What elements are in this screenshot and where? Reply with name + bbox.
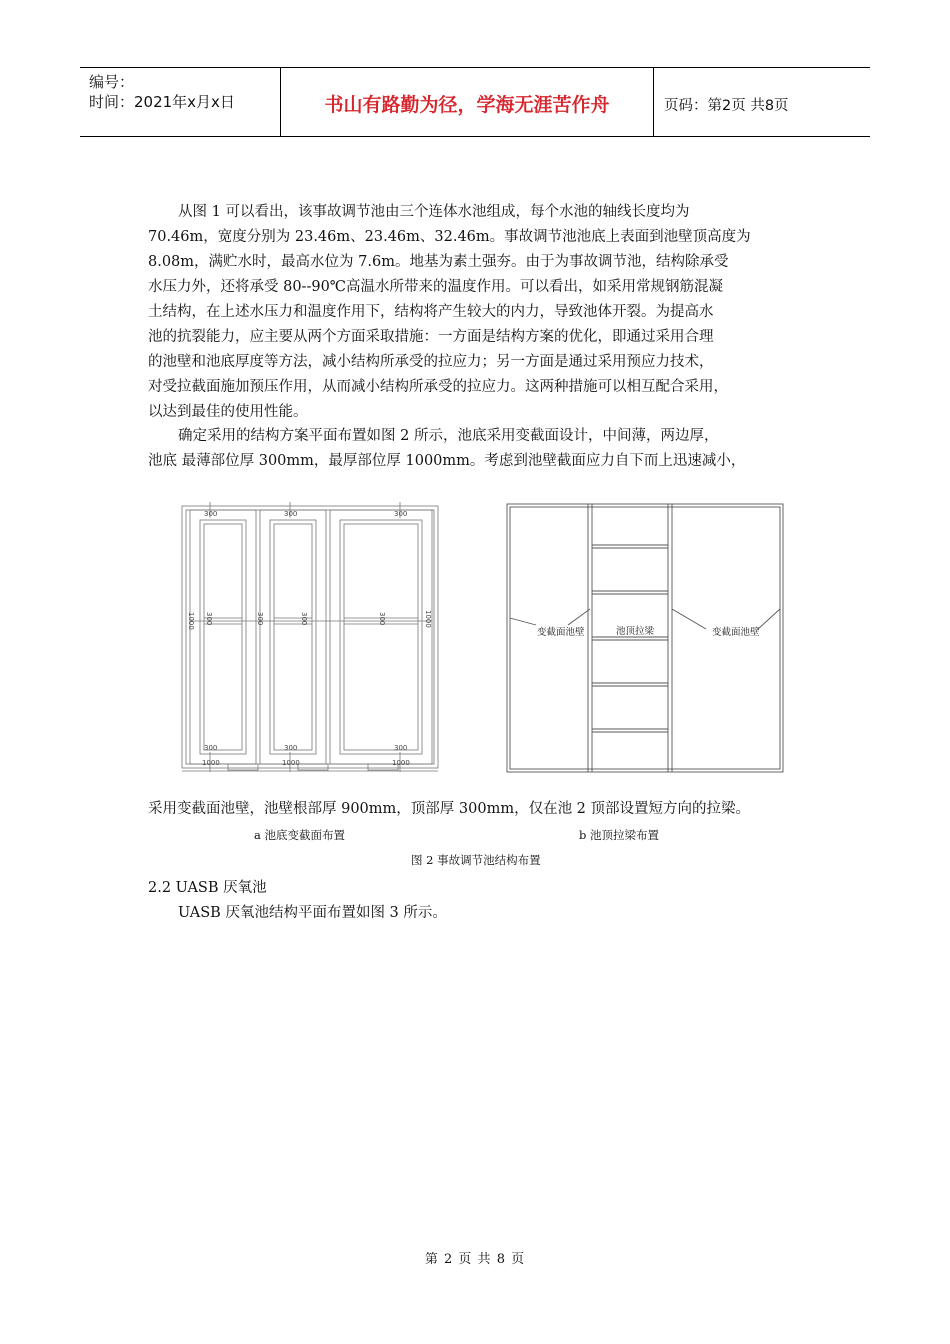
figure-b-drawing xyxy=(506,503,784,773)
paragraph-3 xyxy=(148,797,816,822)
caption-a: a 池底变截面布置 xyxy=(254,828,346,842)
document-header xyxy=(80,67,870,137)
dim-bottom-inner-1: 300 xyxy=(204,744,218,752)
dim-bottom-inner-2: 300 xyxy=(284,744,298,752)
page-footer: 第 2 页 共 8 页 xyxy=(424,1252,526,1267)
p2-line: 池底 最薄部位厚 300mm，最厚部位厚 1000mm。考虑到池壁截面应力自下而上迅速减小， xyxy=(148,453,746,469)
p1-line: 池的抗裂能力，应主要从两个方面采取措施：一方面是结构方案的优化，即通过采用合理 xyxy=(148,329,714,345)
label-tie-beam: 池顶拉梁 xyxy=(616,626,655,637)
dim-mid-4: 300 xyxy=(300,612,308,626)
p1-line: 对受拉截面施加预压作用，从而减小结构所承受的拉应力。这两种措施可以相互配合采用， xyxy=(148,379,728,395)
header-motto-cell xyxy=(281,68,654,136)
p2-line: 确定采用的结构方案平面布置如图 2 所示，池底采用变截面设计，中间薄，两边厚， xyxy=(178,428,719,444)
header-meta-cell xyxy=(80,68,281,136)
dim-mid-3: 300 xyxy=(256,612,264,626)
p1-line: 70.46m，宽度分别为 23.46m、23.46m、32.46m。事故调节池池底上表面到池壁顶高度为 xyxy=(148,229,751,245)
p1-line: 的池壁和池底厚度等方法，减小结构所承受的拉应力；另一方面是通过采用预应力技术， xyxy=(148,354,714,370)
number-label: 编号： xyxy=(89,73,135,91)
paragraph-2 xyxy=(148,424,816,474)
p1-line: 从图 1 可以看出，该事故调节池由三个连体水池组成，每个水池的轴线长度均为 xyxy=(178,204,690,220)
dim-bottom-inner-3: 300 xyxy=(394,744,408,752)
label-variable-wall-left: 变截面池壁 xyxy=(537,627,585,638)
p1-line: 水压力外，还将承受 80--90℃高温水所带来的温度作用。可以看出，如采用常规钢筋混凝 xyxy=(148,279,724,295)
caption-b: b 池顶拉梁布置 xyxy=(579,828,660,842)
section-body: UASB 厌氧池结构平面布置如图 3 所示。 xyxy=(178,905,447,921)
dim-top-3: 300 xyxy=(394,510,408,518)
section-heading: 2.2 UASB 厌氧池 xyxy=(148,880,267,896)
figure-a-drawing xyxy=(180,500,440,775)
label-variable-wall-right: 变截面池壁 xyxy=(712,627,760,638)
page-info: 页码：第2页 共8页 xyxy=(664,98,789,114)
dim-mid-1: 1000 xyxy=(187,612,195,630)
p3-line: 采用变截面池壁，池壁根部厚 900mm，顶部厚 300mm，仅在池 2 顶部设置短方向的拉梁。 xyxy=(148,801,751,817)
dim-bottom-outer-1: 1000 xyxy=(202,759,220,767)
dim-bottom-outer-2: 1000 xyxy=(282,759,300,767)
paragraph-1 xyxy=(148,200,816,425)
dim-mid-5: 300 xyxy=(378,612,386,626)
dim-top-2: 300 xyxy=(284,510,298,518)
dim-top-1: 300 xyxy=(204,510,218,518)
dim-bottom-outer-3: 1000 xyxy=(392,759,410,767)
time-label: 时间：2021年x月x日 xyxy=(89,93,235,111)
dim-mid-6: 1000 xyxy=(424,610,432,628)
motto-text: 书山有路勤为径，学海无涯苦作舟 xyxy=(324,94,610,116)
dim-mid-2: 300 xyxy=(205,612,213,626)
p1-line: 土结构，在上述水压力和温度作用下，结构将产生较大的内力，导致池体开裂。为提高水 xyxy=(148,304,714,320)
figure-caption: 图 2 事故调节池结构布置 xyxy=(411,853,541,867)
p1-line: 8.08m，满贮水时，最高水位为 7.6m。地基为素土强夯。由于为事故调节池，结构除承受 xyxy=(148,254,729,270)
p1-line: 以达到最佳的使用性能。 xyxy=(148,404,308,420)
